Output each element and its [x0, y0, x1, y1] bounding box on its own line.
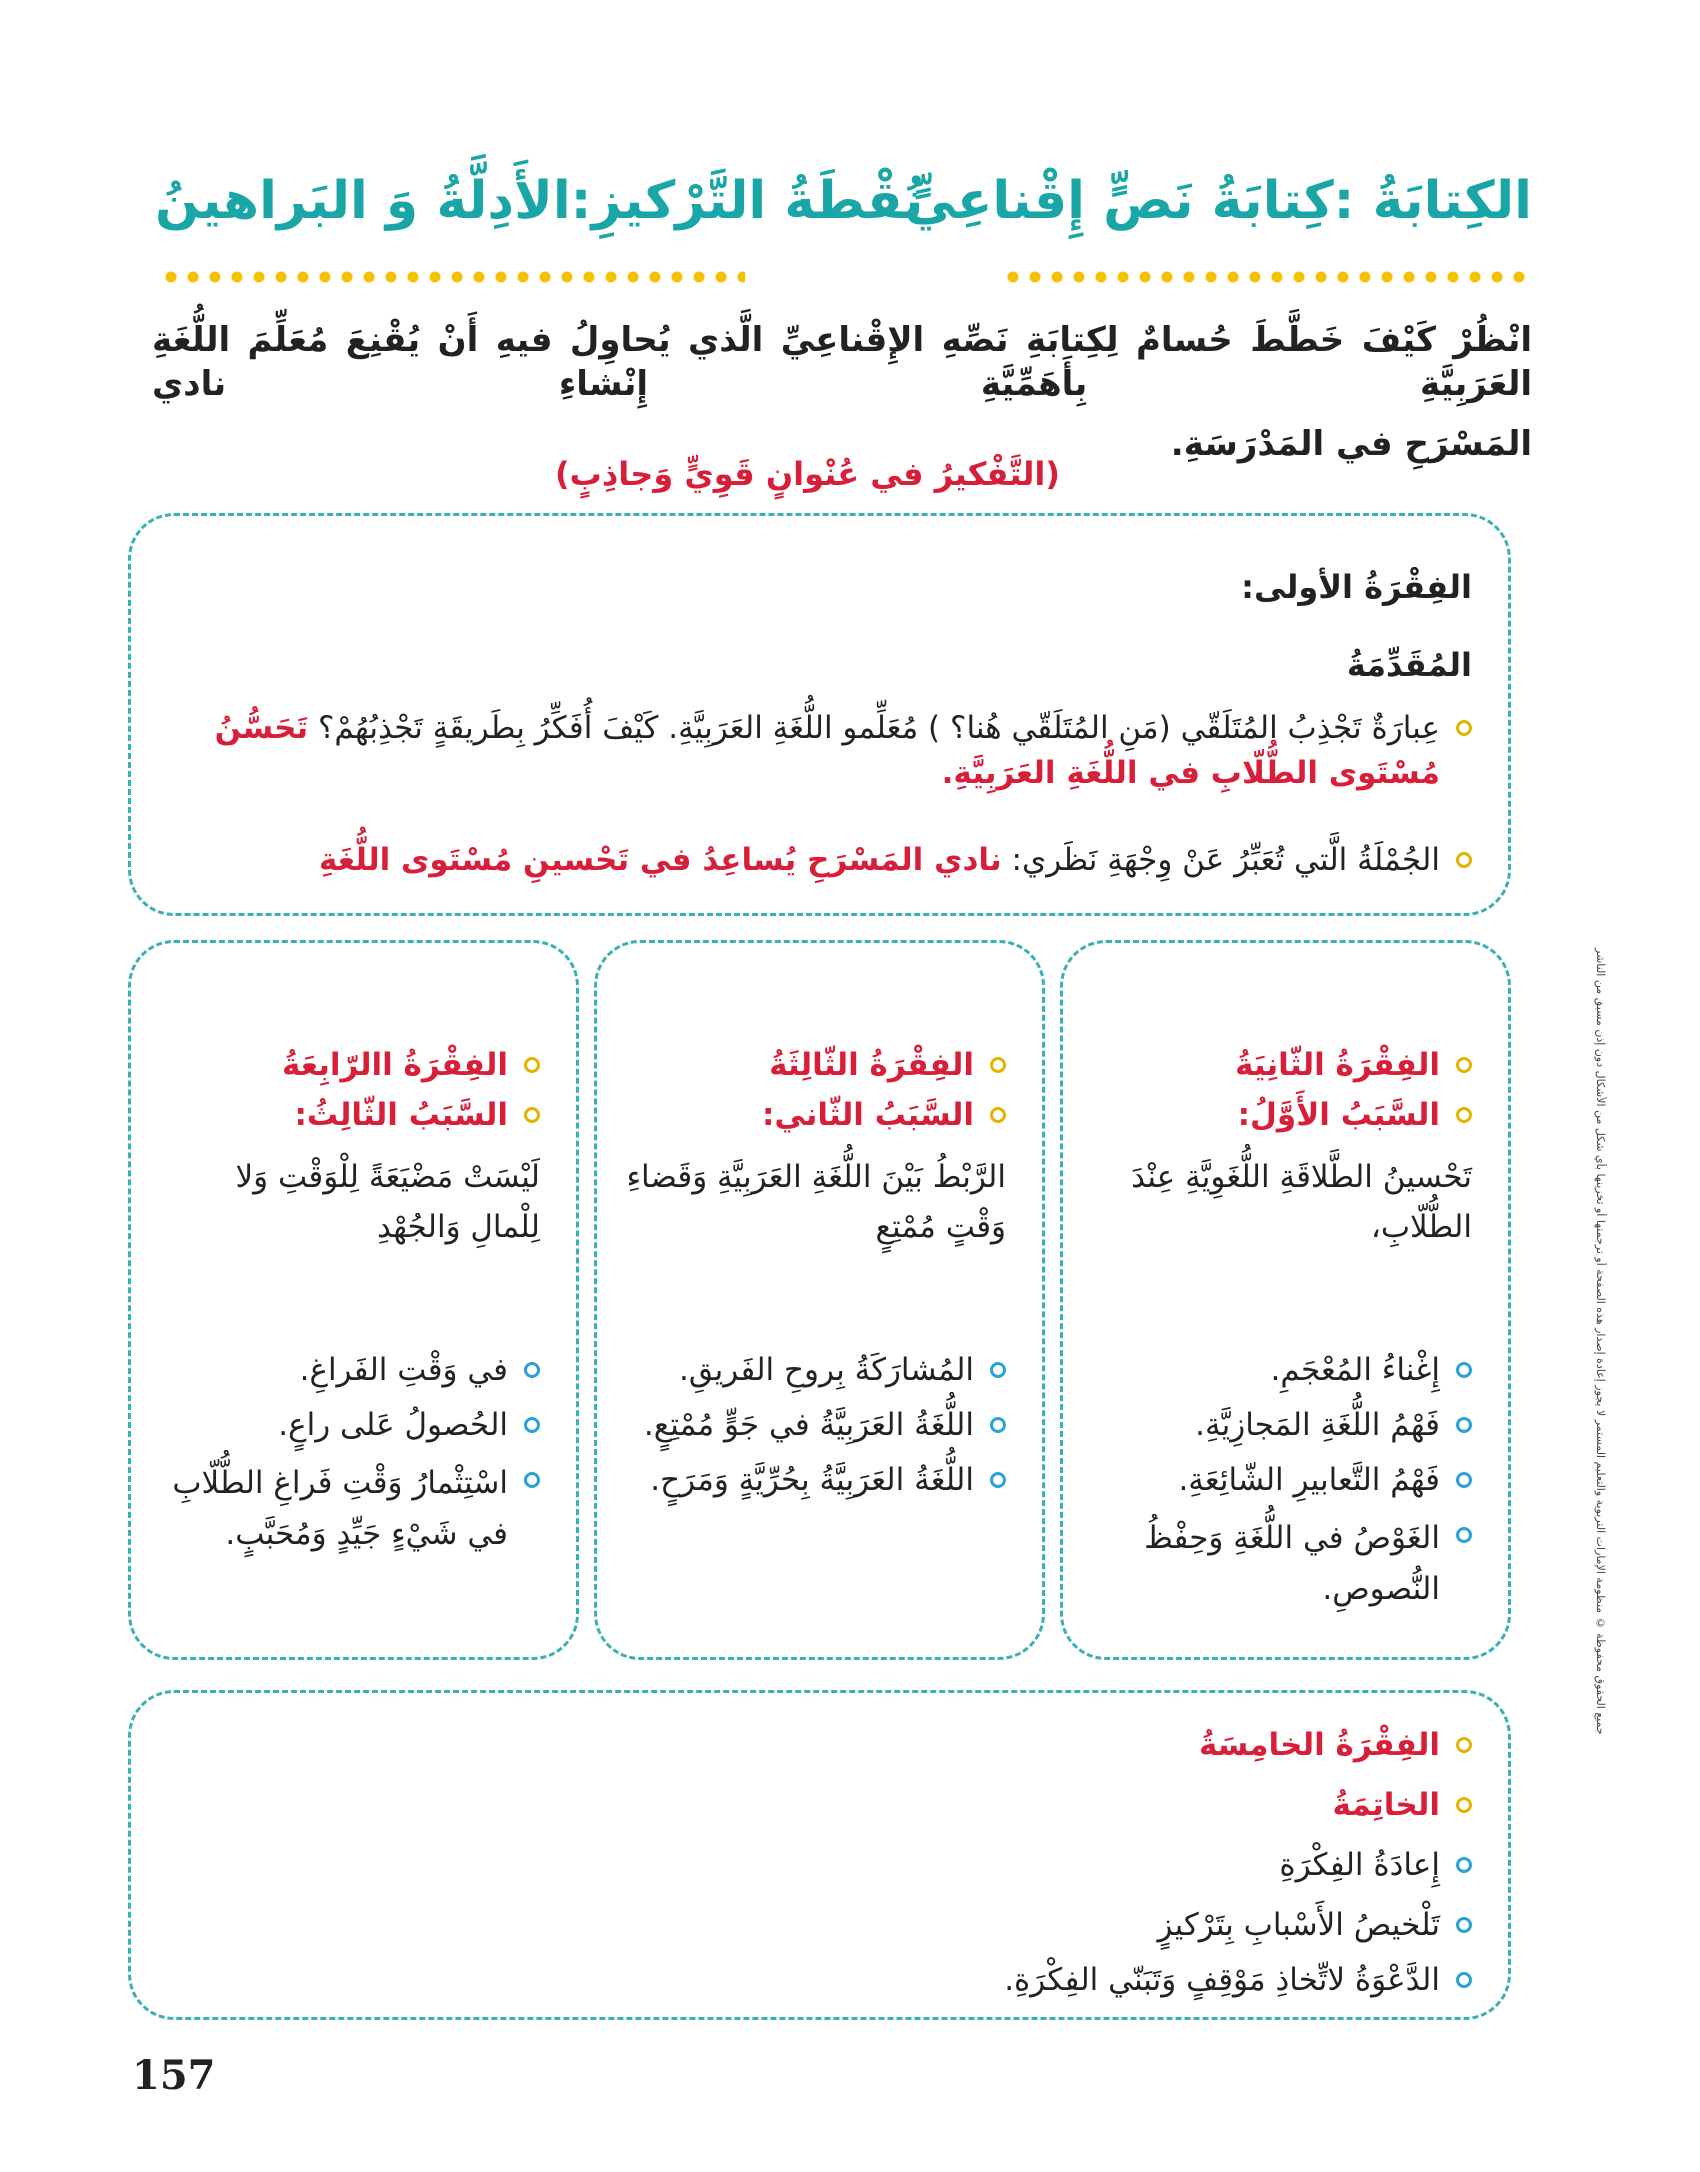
bullet-icon: [1456, 1917, 1472, 1933]
bullet-icon: [990, 1362, 1006, 1378]
conclusion-heading: الخاتِمَةُ: [1332, 1787, 1440, 1823]
paragraph3-box: [594, 940, 1045, 1660]
dotted-divider-left: [160, 270, 745, 284]
bullet-icon: [990, 1057, 1006, 1073]
paragraph2-reason-text: تَحْسينُ الطَّلاقَةِ اللُّغَوِيَّةِ عِنْدَ الطُّلّابِ،: [1131, 1159, 1472, 1245]
bullet-icon: [1456, 720, 1472, 736]
paragraph4-item: اسْتِثْمارُ وَقْتِ فَراغِ الطُّلّابِ في شَيْءٍ جَيِّدٍ وَمُحَبَّبٍ.: [160, 1458, 540, 1560]
introduction-heading: المُقَدِّمَةُ: [1346, 646, 1472, 684]
bullet-icon: [1456, 1527, 1472, 1543]
intro-text-line1: انْظُرْ كَيْفَ خَطَّطَ حُسامٌ لِكِتابَةِ نَصِّهِ الإِقْناعِيِّ الَّذي يُحاوِلُ فيهِ أَنْ يُقْنِعَ مُعَلِّمَ اللُّغَةِ العَرَبِيَّةِ بِأَهَمِّيَّةِ إِنْشاءِ نادي: [152, 320, 1532, 405]
paragraph2-item: الغَوْصُ في اللُّغَةِ وَحِفْظُ النُّصوصِ.: [1092, 1513, 1472, 1615]
paragraph5-item: إِعادَةُ الفِكْرَةِ: [1279, 1843, 1472, 1888]
paragraph3-item: المُشارَكَةُ بِروحِ الفَريقِ.: [626, 1348, 1006, 1393]
bullet-icon: [1456, 1472, 1472, 1488]
paragraph4-heading-row: [282, 1043, 540, 1088]
page-title: الكِتابَةُ :كِتابَةُ نَصٍّ إِقْناعِيٍّ: [904, 171, 1532, 231]
paragraph3-item: اللُّغَةُ العَرَبِيَّةُ في جَوٍّ مُمْتِعٍ.: [626, 1403, 1006, 1448]
paragraph3-reason: السَّبَبُ الثّاني:: [761, 1097, 974, 1133]
paragraph3-heading-row: [769, 1043, 1006, 1088]
bullet-icon: [1456, 852, 1472, 868]
bullet-icon: [990, 1472, 1006, 1488]
bullet-icon: [1456, 1737, 1472, 1753]
bullet-icon: [1456, 1362, 1472, 1378]
paragraph1-item1: [152, 706, 1472, 796]
paragraph3-reason-text: الرَّبْطُ بَيْنَ اللُّغَةِ العَرَبِيَّةِ وَقَضاءِ وَقْتٍ مُمْتِعٍ: [626, 1159, 1006, 1245]
bullet-icon: [1456, 1417, 1472, 1433]
paragraph2-reason-row: [1238, 1093, 1472, 1138]
bullet-icon: [1456, 1857, 1472, 1873]
paragraph4-reason-text: لَيْسَتْ مَضْيَعَةً لِلْوَقْتِ وَلا لِلْمالِ وَالجُهْدِ: [235, 1159, 540, 1245]
conclusion-heading-row: [1333, 1783, 1472, 1828]
paragraph2-box: [1060, 940, 1511, 1660]
paragraph2-item: إِغْناءُ المُعْجَمِ.: [1092, 1348, 1472, 1393]
paragraph1-heading: الفِقْرَةُ الأولى:: [1241, 568, 1472, 606]
bullet-icon: [524, 1107, 540, 1123]
bullet-icon: [1456, 1797, 1472, 1813]
page-number: 157: [132, 2052, 216, 2099]
paragraph4-item: في وَقْتِ الفَراغِ.: [160, 1348, 540, 1393]
paragraph3-reason-row: [762, 1093, 1006, 1138]
paragraph5-heading-row: [1199, 1723, 1472, 1768]
paragraph4-item: الحُصولُ عَلى راعٍ.: [160, 1403, 540, 1448]
focus-title: نُقْطَةُ التَّرْكيزِ:الأَدِلَّةُ وَ البَراهينُ: [155, 171, 924, 231]
copyright-notice: جميع الحقوق محفوظة © منظومة الإمارات التربوية والتعليم المستمر لا يجوز إعادة إصدار هذه الصفحة أو ترجمتها أو تخزينها بأي شكل من الأشكال دون إذن مسبق من الناشر: [1594, 948, 1607, 1735]
title-hint: (التَّفْكيرُ في عُنْوانٍ قَوِيٍّ وَجاذِبٍ): [555, 455, 1060, 493]
bullet-icon: [1456, 1107, 1472, 1123]
paragraph1-item2-answer: نادي المَسْرَحِ يُساعِدُ في تَحْسينِ مُسْتَوى اللُّغَةِ: [319, 842, 1002, 878]
paragraph1-item1-text: عِبارَةٌ تَجْذِبُ المُتَلَقّي (مَنِ المُتَلَقّي هُنا؟ ) مُعَلِّمو اللُّغَةِ العَرَبِيَّةِ. كَيْفَ أُفَكِّرُ بِطَريقَةٍ تَجْذِبُهُمْ؟: [317, 710, 1440, 746]
paragraph4-reason-row: [295, 1093, 541, 1138]
paragraph2-heading: الفِقْرَةُ الثّانِيَةُ: [1235, 1047, 1440, 1083]
paragraph1-item2-text: الجُمْلَةُ الَّتي تُعَبِّرُ عَنْ وِجْهَةِ نَظَري:: [1011, 842, 1440, 878]
paragraph5-box: [128, 1690, 1511, 2020]
bullet-icon: [1456, 1972, 1472, 1988]
paragraph3-item: اللُّغَةُ العَرَبِيَّةُ بِحُرِّيَّةٍ وَمَرَحٍ.: [626, 1458, 1006, 1503]
bullet-icon: [1456, 1057, 1472, 1073]
paragraph1-item1-answer: تَحَسُّنُ مُسْتَوى الطُّلّابِ في اللُّغَةِ العَرَبِيَّةِ.: [214, 710, 1440, 791]
paragraph5-heading: الفِقْرَةُ الخامِسَةُ: [1198, 1727, 1440, 1763]
paragraph3-heading: الفِقْرَةُ الثّالِثَةُ: [769, 1047, 974, 1083]
paragraph5-item: تَلْخيصُ الأَسْبابِ بِتَرْكيزٍ: [1158, 1903, 1473, 1948]
paragraph2-heading-row: [1235, 1043, 1472, 1088]
intro-text-line2: المَسْرَحِ في المَدْرَسَةِ.: [1170, 424, 1532, 464]
paragraph2-reason: السَّبَبُ الأَوَّلُ:: [1237, 1097, 1440, 1133]
paragraph4-reason: السَّبَبُ الثّالِثُ:: [294, 1097, 508, 1133]
paragraph5-item: الدَّعْوَةُ لاتِّخاذِ مَوْقِفٍ وَتَبَنّي الفِكْرَةِ.: [1004, 1958, 1472, 2003]
paragraph1-box: [128, 513, 1511, 916]
bullet-icon: [524, 1057, 540, 1073]
paragraph1-item2: [152, 838, 1472, 883]
paragraph4-heading: الفِقْرَةُ االرّابِعَةُ: [281, 1047, 508, 1083]
paragraph2-item: فَهْمُ اللُّغَةِ المَجازِيَّةِ.: [1092, 1403, 1472, 1448]
bullet-icon: [524, 1417, 540, 1433]
bullet-icon: [990, 1107, 1006, 1123]
dotted-divider-right: [1002, 270, 1532, 284]
bullet-icon: [990, 1417, 1006, 1433]
paragraph2-item: فَهْمُ التَّعابيرِ الشّائِعَةِ.: [1092, 1458, 1472, 1503]
paragraph4-box: [128, 940, 579, 1660]
bullet-icon: [524, 1472, 540, 1488]
bullet-icon: [524, 1362, 540, 1378]
